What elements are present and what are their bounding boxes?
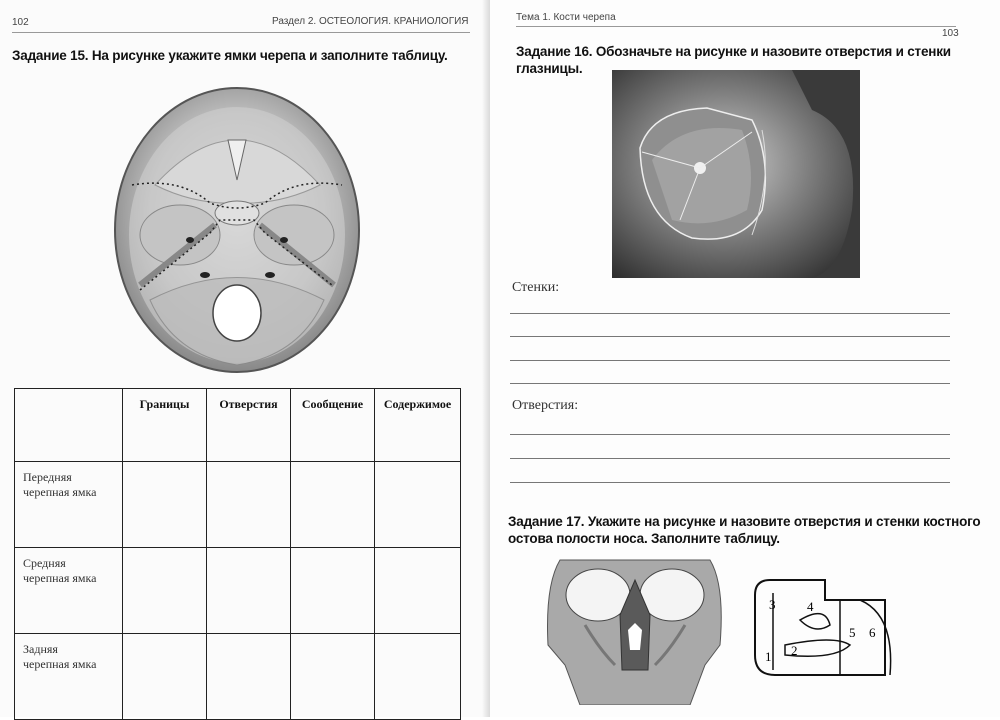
row-middle-fossa: [15, 548, 123, 634]
answer-line[interactable]: [510, 336, 950, 337]
page-number-right: 103: [942, 28, 959, 39]
right-page: [490, 0, 1000, 717]
openings-label: Отверстия:: [512, 398, 579, 413]
task-17-line1: Задание 17. Укажите на рисунке и назовите отверстия и стенки костного: [508, 514, 981, 529]
table-cell[interactable]: [207, 462, 291, 548]
table-header-contents: Содержимое: [375, 389, 461, 462]
skull-front-figure: [540, 555, 730, 705]
diagram-label-1: 1: [765, 649, 772, 664]
table-header-communication: Сообщение: [291, 389, 375, 462]
table-header-borders: Границы: [123, 389, 207, 462]
orbit-photo-figure: [612, 70, 860, 278]
table-cell[interactable]: [375, 634, 461, 720]
row-label-line2: черепная ямка: [23, 657, 97, 671]
table-header-openings: Отверстия: [207, 389, 291, 462]
table-cell[interactable]: [207, 548, 291, 634]
diagram-label-4: 4: [807, 599, 814, 614]
table-cell[interactable]: [375, 462, 461, 548]
answer-line[interactable]: [510, 313, 950, 314]
answer-line[interactable]: [510, 383, 950, 384]
row-posterior-fossa: [15, 634, 123, 720]
answer-line[interactable]: [510, 458, 950, 459]
page-number-left: 102: [12, 17, 29, 28]
row-anterior-fossa: [15, 462, 123, 548]
answer-line[interactable]: [510, 360, 950, 361]
row-label-line1: Передняя: [23, 470, 72, 484]
left-page: [0, 0, 490, 717]
table-cell[interactable]: [291, 548, 375, 634]
table-row: [15, 462, 461, 548]
diagram-label-5: 5: [849, 625, 856, 640]
task-17-heading: [508, 513, 988, 547]
table-cell[interactable]: [123, 634, 207, 720]
diagram-label-2: 2: [791, 643, 798, 658]
table-cell[interactable]: [291, 462, 375, 548]
cranial-fossae-table: [14, 388, 461, 720]
running-head-right: Тема 1. Кости черепа: [516, 12, 616, 23]
nasal-cavity-diagram: [745, 575, 915, 685]
running-head-left: Раздел 2. ОСТЕОЛОГИЯ. КРАНИОЛОГИЯ: [272, 16, 469, 27]
table-row: [15, 548, 461, 634]
row-label-line1: Задняя: [23, 642, 58, 656]
table-cell[interactable]: [123, 548, 207, 634]
table-header-blank: [15, 389, 123, 462]
task-16-heading: Задание 16. Обозначьте на рисунке и назовите отверстия и стенки глазницы.: [516, 44, 951, 76]
diagram-label-3: 3: [769, 597, 776, 612]
task-15-heading: Задание 15. На рисунке укажите ямки черепа и заполните таблицу.: [12, 48, 448, 63]
table-row: [15, 634, 461, 720]
task-17-line2: остова полости носа. Заполните таблицу.: [508, 531, 780, 546]
row-label-line2: черепная ямка: [23, 485, 97, 499]
table-cell[interactable]: [375, 548, 461, 634]
walls-label: Стенки:: [512, 280, 560, 295]
table-header-row: [15, 389, 461, 462]
answer-line[interactable]: [510, 482, 950, 483]
diagram-label-6: 6: [869, 625, 876, 640]
header-rule-right: [516, 26, 956, 27]
row-label-line2: черепная ямка: [23, 571, 97, 585]
skull-base-figure: [110, 85, 365, 375]
answer-line[interactable]: [510, 434, 950, 435]
header-rule-left: [12, 32, 470, 33]
row-label-line1: Средняя: [23, 556, 66, 570]
table-cell[interactable]: [291, 634, 375, 720]
table-cell[interactable]: [123, 462, 207, 548]
table-cell[interactable]: [207, 634, 291, 720]
